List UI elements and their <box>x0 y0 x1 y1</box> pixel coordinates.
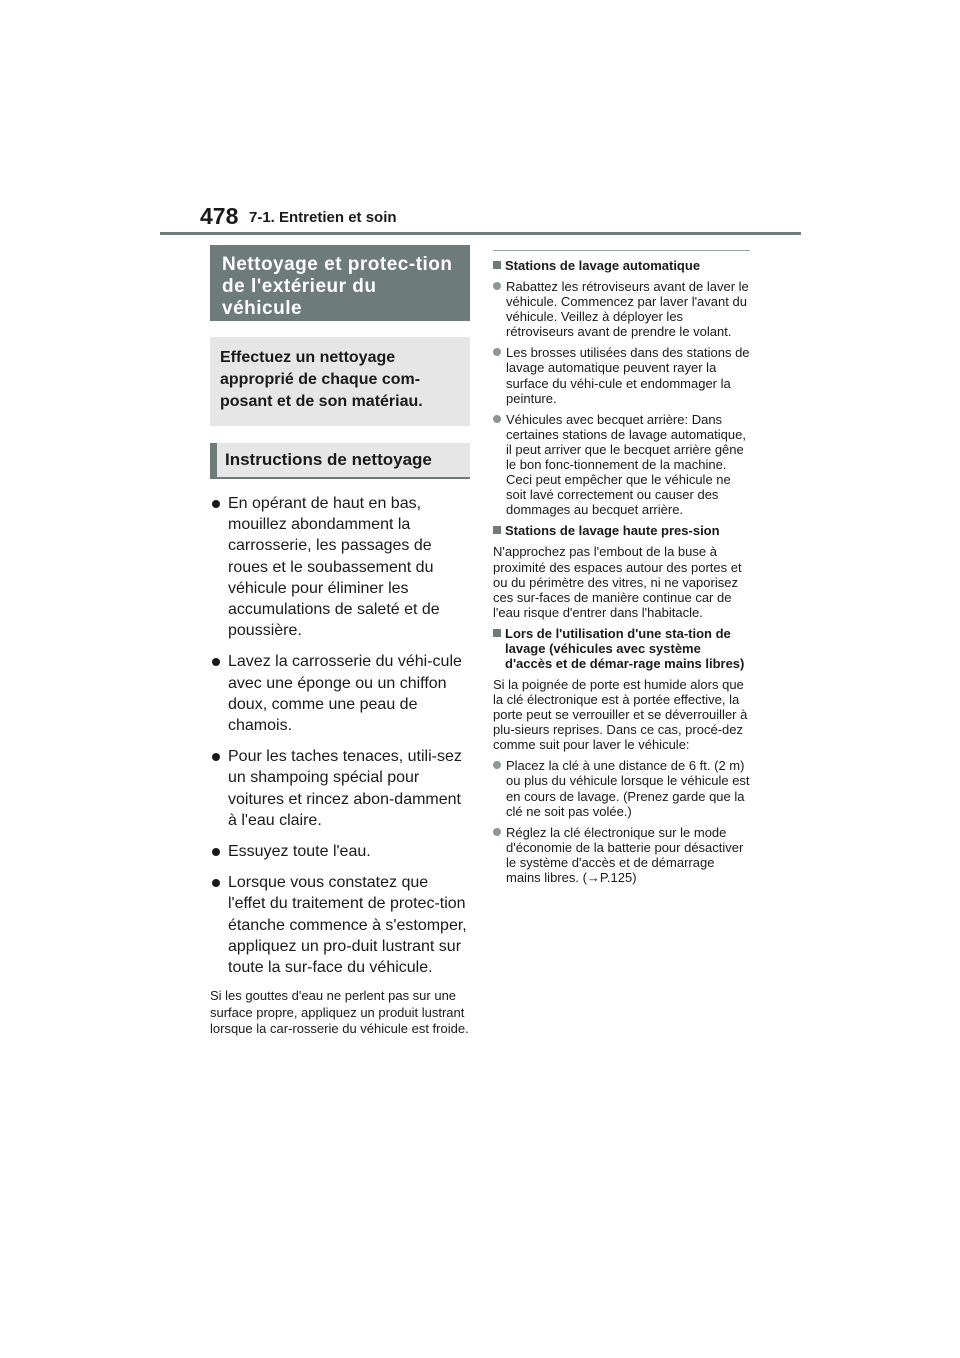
bullet-icon <box>493 282 501 290</box>
bullet-icon <box>212 500 220 508</box>
list-item: Pour les taches tenaces, utili-sez un shampoing spécial pour voitures et rincez abon-damment à l'eau claire. <box>210 746 470 831</box>
smart-key-heading: Lors de l'utilisation d'une sta-tion de lavage (véhicules avec système d'accès et de démar-rage mains libres) <box>493 626 750 671</box>
page-title: Nettoyage et protec-tion de l'extérieur du véhicule <box>210 245 470 321</box>
bullet-icon <box>493 415 501 423</box>
wax-note: Si les gouttes d'eau ne perlent pas sur une surface propre, appliquez un produit lustrant lorsque la car-rosserie du véhicule est froide. <box>210 988 469 1037</box>
automatic-wash-heading: Stations de lavage automatique <box>493 258 750 273</box>
intro-box: Effectuez un nettoyage approprié de chaque com-posant et de son matériau. <box>210 337 470 426</box>
bullet-icon <box>212 658 220 666</box>
list-item: Placez la clé à une distance de 6 ft. (2 m) ou plus du véhicule lorsque le véhicule est en cours de lavage. (Prenez garde que la clé ne soit pas volée.) <box>493 758 750 818</box>
bullet-icon <box>493 828 501 836</box>
square-bullet-icon <box>493 526 501 534</box>
list-item: En opérant de haut en bas, mouillez abondamment la carrosserie, les passages de roues et le soubassement du véhicule pour éliminer les accumulations de saleté et de poussière. <box>210 493 470 641</box>
right-column <box>493 250 750 891</box>
list-item: Rabattez les rétroviseurs avant de laver le véhicule. Commencez par laver l'avant du véhicule. Veillez à déployer les rétroviseurs avant de prendre le volant. <box>493 279 750 339</box>
bullet-icon <box>493 348 501 356</box>
list-item: Réglez la clé électronique sur le mode d'économie de la batterie pour désactiver le système d'accès et de démarrage mains libres. (→P.125) <box>493 825 750 885</box>
page-number: 478 <box>200 203 239 229</box>
list-item: Lavez la carrosserie du véhi-cule avec une éponge ou un chiffon doux, comme une peau de chamois. <box>210 651 470 736</box>
list-item: Véhicules avec becquet arrière: Dans certaines stations de lavage automatique, il peut arriver que le becquet arrière gêne le bon fonc-tionnement de la machine. Ceci peut empêcher que le véhicule ne soit lavé correctement ou causer des dommages au becquet arrière. <box>493 412 750 518</box>
smart-key-text: Si la poignée de porte est humide alors que la clé électronique est à portée effective, la porte peut se verrouiller et se déverrouiller à plu-sieurs reprises. Dans ce cas, procé-dez comme suit pour laver le véhicule: <box>493 676 748 753</box>
bullet-icon <box>212 753 220 761</box>
high-pressure-text: N'approchez pas l'embout de la buse à proximité des espaces autour des portes et ou du périmètre des vitres, ni ne vaporisez ces sur-faces de manière continue car de l'eau risque d'entrer dans l'habitacle. <box>493 544 742 620</box>
right-divider <box>493 250 750 251</box>
left-column <box>210 245 470 1038</box>
section-reference: 7-1. Entretien et soin <box>249 209 397 226</box>
list-item: Les brosses utilisées dans des stations de lavage automatique peuvent rayer la surface du véhi-cule et endommager la peinture. <box>493 345 750 405</box>
header-divider <box>160 232 801 235</box>
bullet-icon <box>212 848 220 856</box>
bullet-icon <box>212 879 220 887</box>
square-bullet-icon <box>493 261 501 269</box>
bullet-icon <box>493 761 501 769</box>
instructions-heading: Instructions de nettoyage <box>210 443 470 479</box>
instruction-list <box>210 493 470 978</box>
square-bullet-icon <box>493 629 501 637</box>
list-item: Lorsque vous constatez que l'effet du traitement de protec-tion étanche commence à s'estomper, appliquez un pro-duit lustrant sur toute la sur-face du véhicule. <box>210 872 470 978</box>
high-pressure-heading: Stations de lavage haute pres-sion <box>493 523 750 538</box>
list-item: Essuyez toute l'eau. <box>210 841 470 862</box>
